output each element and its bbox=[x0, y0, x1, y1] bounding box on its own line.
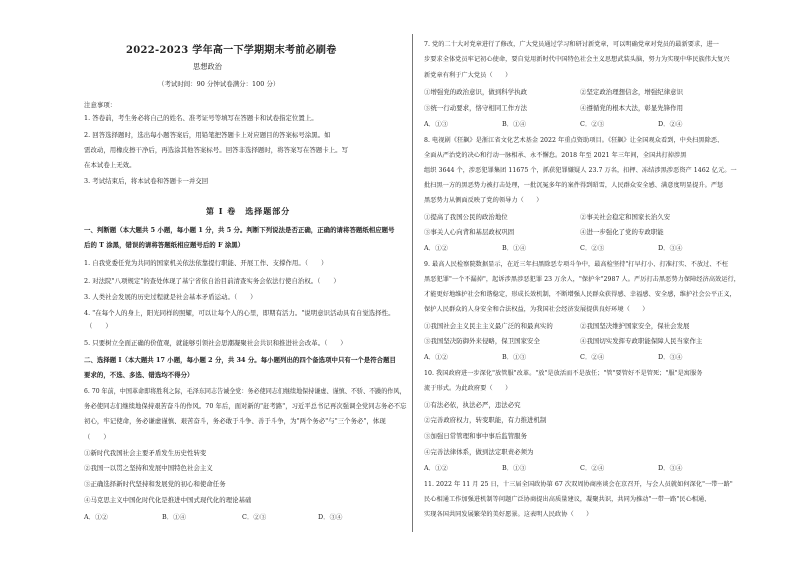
option-item: ①新时代我国社会主要矛盾发生历史性转变 bbox=[84, 449, 207, 457]
question-9: 9. 最高人民检察院数据显示，在近三年扫黑除恶专项斗争中，最高检坚持"打早打小、打准打实、不放过、不枉 bbox=[424, 261, 729, 268]
judge-item: 5. 只要树立全面正确的价值观，就能够引领社会思潮凝聚社会共识和推进社会改革。（ ） bbox=[84, 339, 347, 347]
answer-choice: B．①④ bbox=[502, 120, 527, 128]
note-line: 需改动，用橡皮擦干净后，再选涂其他答案标号。回答非选择题时，将答案写在答题卡上。写 bbox=[84, 146, 349, 154]
question-7: 步要求全体党员牢记初心使命，要自觉用新时代中国特色社会主义思想武装头脑，努力为实现中华民族伟大复兴 bbox=[424, 56, 730, 63]
answer-choice: D．③④ bbox=[658, 244, 683, 252]
question-7: 7. 党的二十大对党章进行了修改，广大党员通过学习和研讨新党章，可以明确党章对党员的最新要求，进一 bbox=[424, 41, 719, 48]
question-7: 新党章有利于广大党员（ ） bbox=[424, 72, 512, 79]
question-10: 10. 我国政府进一步深化"放管服"改革。"放"是放活而不是放任；"管"要管好不是管死；"服"是寓服务 bbox=[424, 370, 703, 377]
judge-item: 1. 自我党委任党为共同的国家机关依法依靠提行职能、开展工作、支撑作用。（ ） bbox=[84, 259, 328, 267]
answer-choice: A．①③ bbox=[424, 120, 448, 128]
option-item: ①有法必依，执法必严，违法必究 bbox=[424, 401, 521, 409]
option-item: ③正确选择新时代坚持和发展党的初心和使命任务 bbox=[84, 480, 226, 488]
question-9: 保护人民群众的人身安全和合法权益，为我国社会经济发展提供良好环境（ ） bbox=[424, 306, 649, 313]
question-8: 全面从严治党的决心和行动一脉相承、永不懈怠。2018 年至 2021 年三年间，全国共打掉涉黑 bbox=[424, 152, 687, 159]
answer-choice: C．②③ bbox=[242, 513, 267, 521]
answer-choice: C．②④ bbox=[580, 464, 605, 472]
choice-instructions: 二、选择题 I（本大题共 17 小题，每小题 2 分，共 34 分。每小题列出的四个备选项中只有一个是符合题目 bbox=[84, 356, 396, 364]
judge-item: 4. "在每个人的身上，阳光同样的照耀，可以让每个人的心里，即期有活力。"说明意识活动具有自觉选择性。 bbox=[84, 309, 395, 317]
exam-info: （考试时间：90 分钟试卷满分：100 分） bbox=[158, 80, 280, 88]
note-line: 1. 答卷前，考生务必将自己的姓名、准考证号等填写在答题卡和试卷指定位置上。 bbox=[84, 114, 318, 122]
question-9: 才能更好地维护社会和谐稳定，形成长效机制，不断增强人民群众获得感、幸福感、安全感，维护社会公平正义， bbox=[424, 291, 736, 298]
answer-choice: D．②④ bbox=[658, 120, 683, 128]
section-title: 第 I 卷 选择题部分 bbox=[206, 206, 291, 216]
option-item: ①提高了我国公民的政治地位 bbox=[424, 213, 508, 221]
question-6: 6. 70 年前，中国革命即将胜利之际，毛泽东同志告诫全党：务必使同志们继续地保持谦虚、谨慎、不骄、不躁的作风， bbox=[84, 387, 406, 395]
judge-instructions: 后的 T 涂黑，错误的请将答题纸相应题号后的 F 涂黑） bbox=[84, 241, 245, 249]
exam-title: 2022-2023 学年高一下学期期末考前必刷卷 bbox=[126, 45, 337, 56]
option-item: ②坚定政治理想信念，增强纪律意识 bbox=[580, 88, 684, 96]
option-item: ③加强日常管理和事中事后监管服务 bbox=[424, 432, 528, 440]
option-item: ②事关社会稳定和国家长治久安 bbox=[580, 213, 671, 221]
subject-label: 思想政治 bbox=[193, 62, 222, 71]
question-8: 批扫黑一方的黑恶势力被打击处理，一批沉冤多年的案件得到昭雪，人民群众安全感、满意度明显提升。严惩 bbox=[424, 182, 724, 189]
option-item: ①增强党的政治意识，做到科学执政 bbox=[424, 88, 528, 96]
answer-choice: C．②④ bbox=[580, 353, 605, 361]
answer-choice: A．①② bbox=[424, 244, 448, 252]
question-11: 11. 2022 年 11 月 25 日，十三届全国政协第 67 次双周协商座谈会在京召开，与会人员就如何深化"一带一路" bbox=[424, 481, 733, 488]
option-item: ④马克思主义中国化时代化是推进中国式现代化的理论基础 bbox=[84, 496, 252, 504]
answer-choice: B．①④ bbox=[502, 244, 527, 252]
question-8: 黑恶势力从侧面反映了党的领导力（ ） bbox=[424, 197, 543, 204]
judge-item: 2. 对法院"八项规定"的查处体现了基宁省依自治目前清查实务会依法行使自治权。（ ） bbox=[84, 277, 340, 285]
answer-choice: C．②③ bbox=[580, 120, 605, 128]
note-line: 在本试卷上无效。 bbox=[84, 161, 136, 169]
answer-choice: D．③④ bbox=[658, 464, 683, 472]
answer-choice: B．①③ bbox=[502, 353, 527, 361]
question-6: （ ） bbox=[84, 433, 110, 441]
option-item: ④我国切实发挥专政职能保障人民当家作主 bbox=[580, 337, 703, 345]
answer-choice: D．③④ bbox=[318, 513, 343, 521]
option-item: ②我国坚决维护国家安全，保社会发展 bbox=[580, 322, 690, 330]
answer-choice: A．①② bbox=[424, 464, 448, 472]
question-6: 务必使同志们继续地保持艰苦奋斗的作风。70 年后，面对新的"赶考路"，习近平总书记再次强调全党同志务必不忘 bbox=[84, 402, 407, 410]
answer-choice: D．③④ bbox=[658, 353, 683, 361]
choice-instructions: 要求的，不选、多选、错选均不得分） bbox=[84, 371, 194, 379]
judge-item: 3. 人类社会发展的历史过程就是社会基本矛盾运动。（ ） bbox=[84, 293, 257, 301]
note-line: 2. 回答选择题时，选出每小题答案后，用铅笔把答题卡上对应题目的答案标号涂黑。如 bbox=[84, 131, 331, 139]
option-item: ③我国坚决防御外来侵略，保卫国家安全 bbox=[424, 337, 540, 345]
answer-choice: C．②③ bbox=[580, 244, 605, 252]
question-11: 实现各国共同发展繁荣的美好愿景。这表明人民政协（ ） bbox=[424, 511, 593, 518]
question-6: 初心，牢记使命，务必谦虚谨慎、艰苦奋斗，务必敢于斗争、善于斗争，为"两个务必"与"三个务必"，体现 bbox=[84, 417, 386, 425]
option-item: ④完善法律体系，做到法定职责必须为 bbox=[424, 448, 534, 456]
answer-choice: B．①③ bbox=[502, 464, 527, 472]
option-item: ③统一行动要求，恪守相同工作方法 bbox=[424, 104, 528, 112]
note-line: 3. 考试结束后，将本试卷和答题卡一并交回 bbox=[84, 177, 209, 185]
answer-choice: A．①② bbox=[424, 353, 448, 361]
option-item: ④进一步强化了党的专政职能 bbox=[580, 228, 664, 236]
answer-choice: A．①② bbox=[84, 513, 108, 521]
option-item: ②我国一以贯之坚持和发展中国特色社会主义 bbox=[84, 464, 213, 472]
option-item: ③事关人心向背和基层政权巩固 bbox=[424, 228, 515, 236]
question-9: 黑恶犯罪"一个不漏掉"，起诉涉黑涉恶犯罪 23 万余人，"保护伞"2987 人。严厉打击黑恶势力保障经济高效运行， bbox=[424, 276, 741, 283]
question-8: 8. 电视剧《狂飙》是浙江省文化艺术基金 2022 年重点资助项目。《狂飙》让全国观众看到，中央扫黑除恶、 bbox=[424, 137, 724, 144]
question-8: 组织 3644 个，涉恶犯罪集团 11675 个，抓获犯罪嫌疑人 23.7 万名，扣押、冻结涉黑涉恶资产 1462 亿元。一 bbox=[424, 167, 737, 174]
option-item: ④遵循党的根本大法，彰显先锋作用 bbox=[580, 104, 684, 112]
judge-instructions: 一、判断题（本大题共 5 小题，每小题 1 分，共 5 分。判断下列说法是否正确，正确的请将答题纸相应题号 bbox=[84, 226, 395, 234]
answer-choice: B．①④ bbox=[162, 513, 187, 521]
notes-heading: 注意事项： bbox=[84, 101, 117, 109]
option-item: ①我国社会主义民主主义最广泛的和最真实的 bbox=[424, 322, 553, 330]
question-10: 流于形式。为此政府要（ ） bbox=[424, 385, 512, 392]
option-item: ②完善政府权力，转变职能，有力推进机制 bbox=[424, 416, 547, 424]
question-11: 民心相通工作加强进机制等问题广泛协商提出高质量建议，凝聚共识，共同为推动"一带一路"民心相通、 bbox=[424, 496, 711, 503]
judge-item: （ ） bbox=[86, 322, 112, 330]
